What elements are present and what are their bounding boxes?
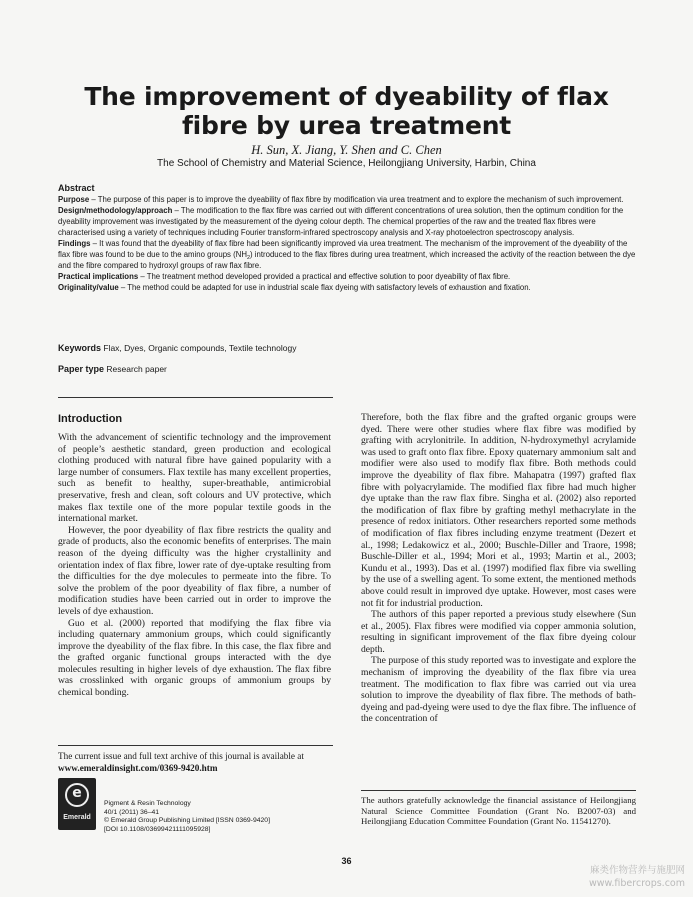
logo-e-icon: e [72,785,82,801]
publication-info [104,800,270,834]
watermark [589,864,685,890]
findings-label: Findings [58,239,91,248]
affiliation: The School of Chemistry and Material Science, Heilongjiang University, Harbin, China [157,158,536,169]
design-text: – The modification to the flax fibre was carried out with different concentrations of urea solution, then the optimum condition for the dyeability improvement was investigated by the measurement of the dyeing colour depth. The chemical properties of the raw and the treated flax fibres were characterised using a variety of techniques including Fourier transform-infrared spectroscopy analysis and X-ray photoelectron spectroscopy analysis. [58,206,624,237]
pub-volume: 40/1 (2011) 36–41 [104,808,160,816]
purpose-label: Purpose [58,195,90,204]
abstract [58,183,638,293]
abstract-findings [58,238,638,271]
watermark-line-2: www.fibercrops.com [588,878,685,889]
purpose-text: – The purpose of this paper is to improve the dyeability of flax fibre by modification via urea treatment and to explore the mechanism of such improvement. [89,195,624,204]
intro-paragraph-6: The purpose of this study reported was to investigate and explore the mechanism of improving the dyeability of the flax fibre via urea treatment. The modification to flax fibre was carried out via urea solution to improve the dyeability of flax fibre. The methods of bath-dyeing and pad-dyeing were used to dye the flax fibre. The influence of the concentration of [361,655,637,725]
column-left [58,432,331,699]
findings-text-b: ) introduced to the flax fibres during urea treatment, which increased the activity of the reaction between the dye and the fibre compared to hydroxyl groups of raw flax fibre. [58,250,636,270]
intro-paragraph-2: However, the poor dyeability of flax fibre restricts the quality and grade of products, also the economic benefits of enterprises. The main reason of the dyeing difficulty was the higher crystallinity and orientation index of flax fibre, lower rate of dye-uptake resulting from the difficulties for the dye molecules to permeate into the fibre. To solve the problem of the poor dyeability of flax fibre, a number of modification studies have been carried out in order to improve the levels of dye exhaustion. [58,524,331,617]
article-title [60,82,633,140]
rule-left-top [58,397,333,398]
emerald-logo [58,778,96,830]
intro-paragraph-4: Therefore, both the flax fibre and the grafted organic groups were dyed. There were other studies where flax fibre was modified by grafting with acrylonitrile. In addition, N-hydroxymethyl acrylamide was used to graft onto flax fibre. Epoxy quaternary ammonium salt and modifier were also used to modify flax fibre. Both methods could improve the dyeability of flax fibre. Mahapatra (1997) grafted flax fibre with polyacrylamide. The modified flax fibre had much higher dye uptake than the raw flax fibre. Singha et al. (2002) also reported the modification of flax fibre by grafting methyl methacrylate in the presence of redox initiators. Other researchers reported some methods of modification of flax fibres including enzyme treatment (Dezert et al., 1998; Ledakowicz et al., 2000; Buschle-Diller and Traore, 1998; Buschle-Diller et al., 1994; Mori et al., 1993; Martin et al., 2003; Kundu et al., 1993). Das et al. (1997) modified flax fibre via swelling by the use of a swelling agent. To some extent, the mentioned methods above could result in improved dye uptake. However, most cases were not fit for industrial production. [361,412,636,609]
pub-journal: Pigment & Resin Technology [104,800,191,807]
pub-doi: [DOI 10.1108/03699421111095928] [104,825,211,833]
abstract-heading: Abstract [58,183,95,193]
paper-type-text: Research paper [104,364,167,374]
design-label: Design/methodology/approach [58,206,173,215]
title-line-1: The improvement of dyeability of flax [84,82,609,111]
rule-left-bottom [58,745,333,746]
abstract-practical [58,271,638,282]
rule-right-bottom [361,790,636,791]
originality-label: Originality/value [58,283,119,292]
intro-paragraph-3: Guo et al. (2000) reported that modifying the flax fibre via including quaternary ammonium groups, which could significantly improve the dyeability of the flax fibre. In this case, the flax fibre and the grafted organic functional groups interacted with the dye molecules resulting in higher levels of dye exhaustion. The flax fibre was crosslinked with organic groups of ammonium groups by chemical bonding. [58,617,331,699]
practical-label: Practical implications [58,272,139,281]
abstract-design [58,205,638,238]
intro-paragraph-5: The authors of this paper reported a previous study elsewhere (Sun et al., 2005). Flax fibres were modified via copper ammonia solution, resulting in significant improvement of the flax fibre dyeing colour depth. [361,609,636,655]
intro-paragraph-1: With the advancement of scientific technology and the improvement of people’s aesthetic standard, green production and ecological clothing produced with natural fibre have gained popularity with a large number of consumers. Flax textile has many excellent properties, such as benefit to healthy, super-breathable, antimicrobial preservative, fresh and clean, soft colours and UV protective, which makes flax textile one of the more popular textile goods in the international market. [58,432,331,525]
findings-subscript: 2 [246,255,251,261]
authors: H. Sun, X. Jiang, Y. Shen and C. Chen [251,143,442,157]
findings-text-a: – It was found that the dyeability of flax fibre had been significantly improved via urea treatment. The mechanism of the improvement of the dyeability of the flax fibre was found to be due to the amino groups (NH [58,239,628,259]
keywords-text: Flax, Dyes, Organic compounds, Textile technology [101,343,297,353]
abstract-originality [58,282,638,293]
pub-copyright: © Emerald Group Publishing Limited [ISSN 0369-9420] [104,817,270,824]
originality-text: – The method could be adapted for use in industrial scale flax dyeing with satisfactory levels of exhaustion and fixation. [118,283,531,292]
journal-archive-note [58,750,333,774]
journal-url-link[interactable]: www.emeraldinsight.com/0369-9420.htm [58,763,218,773]
watermark-line-1: 麻类作物营养与施肥网 [589,865,685,876]
title-line-2: fibre by urea treatment [181,111,512,140]
introduction-heading: Introduction [58,413,123,425]
journal-note-text: The current issue and full text archive of this journal is available at [58,751,304,761]
practical-text: – The treatment method developed provided a practical and effective solution to poor dyeability of flax fibre. [138,272,511,281]
keywords-label: Keywords [58,343,102,353]
paper-type [58,364,167,374]
page-number: 36 [341,856,352,866]
acknowledgement: The authors gratefully acknowledge the financial assistance of Heilongjiang Natural Science Committee Foundation (Grant No. B2007-03) and Heilongjiang Education Committee Foundation (Grant No. 11541270). [361,795,636,826]
abstract-purpose [58,194,638,205]
keywords [58,343,296,353]
logo-wordmark: Emerald [63,814,91,821]
column-right [361,412,636,725]
paper-type-label: Paper type [58,364,105,374]
